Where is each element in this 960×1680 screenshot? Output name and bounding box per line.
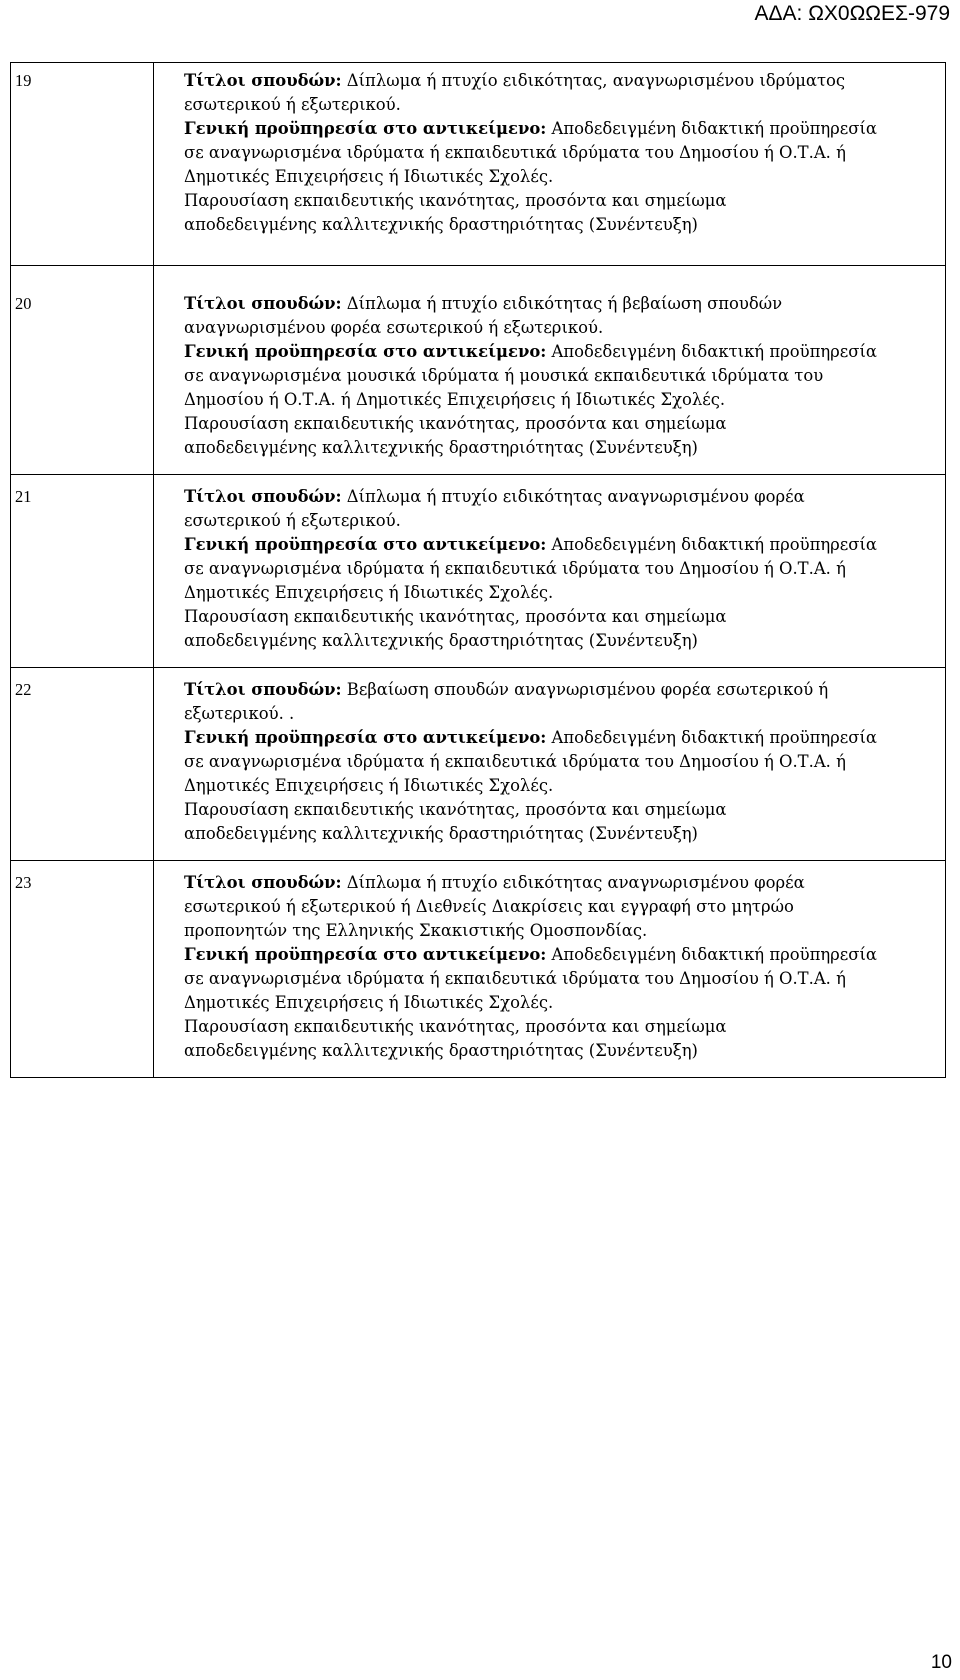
experience-line <box>184 340 935 364</box>
titles-text: εσωτερικού ή εξωτερικού. <box>184 95 401 114</box>
titles-label: Τίτλοι σπουδών: <box>184 71 342 90</box>
titles-label: Τίτλοι σπουδών: <box>184 294 342 313</box>
experience-text: σε αναγνωρισμένα μουσικά ιδρύματα ή μουσικά εκπαιδευτικά ιδρύματα του <box>184 366 824 385</box>
titles-text: Δίπλωμα ή πτυχίο ειδικότητας ή βεβαίωση σπουδών <box>341 294 783 313</box>
titles-label: Τίτλοι σπουδών: <box>184 487 342 506</box>
row-number: 20 <box>11 266 154 475</box>
row-number: 23 <box>11 861 154 1078</box>
experience-line <box>184 726 935 750</box>
titles-text: Βεβαίωση σπουδών αναγνωρισμένου φορέα εσωτερικού ή <box>341 680 829 699</box>
titles-text: Δίπλωμα ή πτυχίο ειδικότητας, αναγνωρισμένου ιδρύματος <box>341 71 846 90</box>
row-number: 21 <box>11 475 154 668</box>
page-number: 10 <box>930 1652 952 1673</box>
experience-line <box>184 117 935 141</box>
row-content <box>154 861 946 1078</box>
experience-label: Γενική προϋπηρεσία στο αντικείμενο: <box>184 342 547 361</box>
experience-line <box>184 533 935 557</box>
experience-text: Αποδεδειγμένη διδακτική προϋπηρεσία <box>546 728 877 747</box>
titles-line <box>184 292 935 316</box>
requirements-table <box>10 62 946 1078</box>
row-content <box>154 475 946 668</box>
presentation-text: αποδεδειγμένης καλλιτεχνικής δραστηριότητας (Συνέντευξη) <box>184 1041 698 1060</box>
titles-line <box>184 871 935 895</box>
experience-text: Αποδεδειγμένη διδακτική προϋπηρεσία <box>546 119 877 138</box>
row-number: 19 <box>11 63 154 266</box>
presentation-text: αποδεδειγμένης καλλιτεχνικής δραστηριότητας (Συνέντευξη) <box>184 631 698 650</box>
experience-text: σε αναγνωρισμένα ιδρύματα ή εκπαιδευτικά ιδρύματα του Δημοσίου ή Ο.Τ.Α. ή <box>184 969 846 988</box>
experience-text: Δημοτικές Επιχειρήσεις ή Ιδιωτικές Σχολές. <box>184 167 554 186</box>
experience-text: Αποδεδειγμένη διδακτική προϋπηρεσία <box>546 535 877 554</box>
titles-text: Δίπλωμα ή πτυχίο ειδικότητας αναγνωρισμένου φορέα <box>341 873 805 892</box>
experience-text: Δημοσίου ή Ο.Τ.Α. ή Δημοτικές Επιχειρήσεις ή Ιδιωτικές Σχολές. <box>184 390 726 409</box>
titles-line <box>184 678 935 702</box>
table-row <box>11 861 946 1078</box>
row-content <box>154 668 946 861</box>
experience-label: Γενική προϋπηρεσία στο αντικείμενο: <box>184 119 547 138</box>
presentation-text: Παρουσίαση εκπαιδευτικής ικανότητας, προσόντα και σημείωμα <box>184 607 727 626</box>
experience-text: σε αναγνωρισμένα ιδρύματα ή εκπαιδευτικά ιδρύματα του Δημοσίου ή Ο.Τ.Α. ή <box>184 143 846 162</box>
titles-text: προπονητών της Ελληνικής Σκακιστικής Ομοσπονδίας. <box>184 921 648 940</box>
titles-text: εξωτερικού. . <box>184 704 295 723</box>
presentation-text: Παρουσίαση εκπαιδευτικής ικανότητας, προσόντα και σημείωμα <box>184 414 727 433</box>
experience-text: σε αναγνωρισμένα ιδρύματα ή εκπαιδευτικά ιδρύματα του Δημοσίου ή Ο.Τ.Α. ή <box>184 752 846 771</box>
presentation-text: Παρουσίαση εκπαιδευτικής ικανότητας, προσόντα και σημείωμα <box>184 1017 727 1036</box>
experience-label: Γενική προϋπηρεσία στο αντικείμενο: <box>184 535 547 554</box>
table-row <box>11 266 946 475</box>
presentation-text: Παρουσίαση εκπαιδευτικής ικανότητας, προσόντα και σημείωμα <box>184 800 727 819</box>
experience-text: σε αναγνωρισμένα ιδρύματα ή εκπαιδευτικά ιδρύματα του Δημοσίου ή Ο.Τ.Α. ή <box>184 559 846 578</box>
experience-label: Γενική προϋπηρεσία στο αντικείμενο: <box>184 945 547 964</box>
experience-text: Δημοτικές Επιχειρήσεις ή Ιδιωτικές Σχολές. <box>184 993 554 1012</box>
ada-header: ΑΔΑ: ΩΧ0ΩΩΕΣ-979 <box>754 2 950 25</box>
titles-text: εσωτερικού ή εξωτερικού. <box>184 511 401 530</box>
titles-label: Τίτλοι σπουδών: <box>184 680 342 699</box>
titles-line <box>184 69 935 93</box>
presentation-text: αποδεδειγμένης καλλιτεχνικής δραστηριότητας (Συνέντευξη) <box>184 824 698 843</box>
row-number: 22 <box>11 668 154 861</box>
experience-text: Αποδεδειγμένη διδακτική προϋπηρεσία <box>546 945 877 964</box>
titles-label: Τίτλοι σπουδών: <box>184 873 342 892</box>
table-row <box>11 63 946 266</box>
titles-text: αναγνωρισμένου φορέα εσωτερικού ή εξωτερικού. <box>184 318 604 337</box>
experience-label: Γενική προϋπηρεσία στο αντικείμενο: <box>184 728 547 747</box>
titles-text: Δίπλωμα ή πτυχίο ειδικότητας αναγνωρισμένου φορέα <box>341 487 805 506</box>
row-content <box>154 266 946 475</box>
experience-line <box>184 943 935 967</box>
presentation-text: αποδεδειγμένης καλλιτεχνικής δραστηριότητας (Συνέντευξη) <box>184 438 698 457</box>
experience-text: Δημοτικές Επιχειρήσεις ή Ιδιωτικές Σχολές. <box>184 776 554 795</box>
titles-line <box>184 485 935 509</box>
titles-text: εσωτερικού ή εξωτερικού ή Διεθνείς Διακρίσεις και εγγραφή στο μητρώο <box>184 897 794 916</box>
presentation-text: Παρουσίαση εκπαιδευτικής ικανότητας, προσόντα και σημείωμα <box>184 191 727 210</box>
experience-text: Αποδεδειγμένη διδακτική προϋπηρεσία <box>546 342 877 361</box>
table-row <box>11 475 946 668</box>
experience-text: Δημοτικές Επιχειρήσεις ή Ιδιωτικές Σχολές. <box>184 583 554 602</box>
table-row <box>11 668 946 861</box>
row-content <box>154 63 946 266</box>
presentation-text: αποδεδειγμένης καλλιτεχνικής δραστηριότητας (Συνέντευξη) <box>184 215 698 234</box>
